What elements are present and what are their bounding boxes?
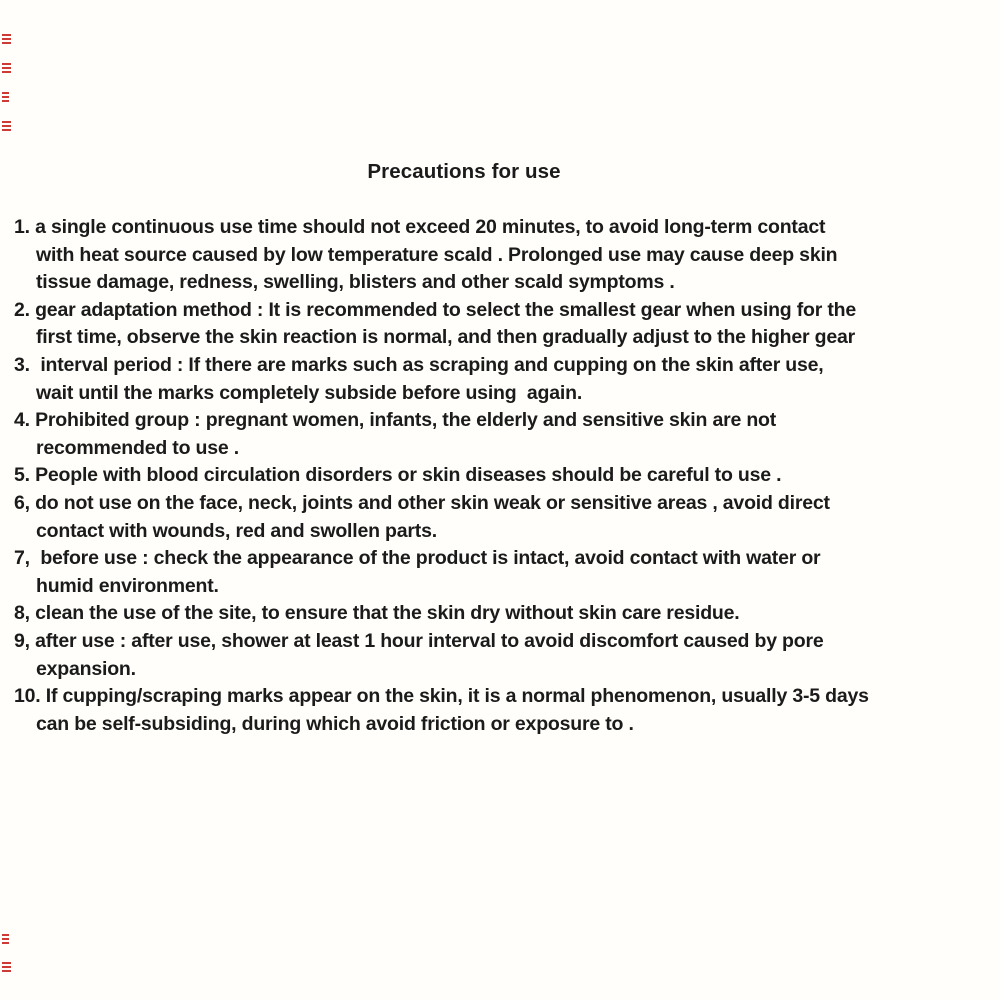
item-number: 6,: [14, 491, 36, 514]
precaution-item-5: [14, 462, 994, 490]
red-edge-mark: [2, 92, 9, 103]
item-line: [14, 352, 994, 380]
item-text: gear adaptation method : It is recommended to select the smallest gear when using for the: [35, 298, 856, 321]
item-text: Prohibited group : pregnant women, infants, the elderly and sensitive skin are not: [35, 409, 777, 432]
red-edge-mark: [2, 934, 9, 945]
item-line: expansion.: [36, 657, 136, 680]
item-text: do not use on the face, neck, joints and other skin weak or sensitive areas , avoid direct: [35, 491, 830, 514]
item-text: after use : after use, shower at least 1 hour interval to avoid discomfort caused by pore: [35, 629, 824, 652]
item-line: [14, 683, 994, 711]
page-title: Precautions for use: [367, 160, 561, 183]
precaution-item-7: [14, 545, 994, 600]
item-line: [14, 407, 994, 435]
item-line: [14, 600, 994, 628]
item-line: contact with wounds, red and swollen parts.: [36, 519, 437, 542]
precaution-item-9: [14, 628, 994, 683]
item-text: before use : check the appearance of the product is intact, avoid contact with water or: [40, 547, 821, 570]
item-line: with heat source caused by low temperature scald . Prolonged use may cause deep skin: [36, 243, 838, 266]
item-line: [14, 214, 994, 242]
precaution-item-10: [14, 683, 994, 738]
item-line: can be self-subsiding, during which avoid friction or exposure to .: [36, 712, 634, 735]
item-text: a single continuous use time should not exceed 20 minutes, to avoid long-term contact: [35, 216, 826, 238]
item-text: If cupping/scraping marks appear on the skin, it is a normal phenomenon, usually 3-5 days: [45, 685, 869, 708]
item-number: 7,: [14, 547, 41, 570]
item-number: 3.: [14, 353, 41, 376]
item-number: 2.: [14, 298, 36, 321]
item-line: [14, 490, 994, 518]
item-line: [14, 297, 994, 325]
item-text: interval period : If there are marks such as scraping and cupping on the skin after use,: [40, 353, 824, 376]
item-number: 9,: [14, 629, 36, 652]
item-line: [14, 545, 994, 573]
precaution-item-4: [14, 407, 994, 462]
red-edge-mark: [2, 121, 11, 132]
precaution-item-8: [14, 600, 994, 628]
item-number: 1.: [14, 216, 36, 238]
red-edge-mark: [2, 63, 11, 74]
precaution-item-1: [14, 214, 994, 297]
item-number: 4.: [14, 409, 36, 432]
item-number: 10.: [14, 685, 46, 708]
precaution-item-2: [14, 297, 994, 352]
item-number: 5.: [14, 464, 36, 487]
item-line: tissue damage, redness, swelling, blisters and other scald symptoms .: [36, 271, 675, 294]
item-text: clean the use of the site, to ensure that the skin dry without skin care residue.: [35, 602, 740, 625]
red-edge-mark: [2, 34, 11, 45]
item-line: recommended to use .: [36, 436, 239, 459]
precautions-list: [14, 214, 994, 738]
red-edge-mark: [2, 962, 11, 973]
precaution-item-3: [14, 352, 994, 407]
item-line: [14, 462, 994, 490]
item-line: humid environment.: [36, 574, 219, 597]
item-line: wait until the marks completely subside before using again.: [36, 381, 583, 404]
item-number: 8,: [14, 602, 36, 625]
item-text: People with blood circulation disorders or skin diseases should be careful to use .: [35, 464, 782, 487]
item-line: first time, observe the skin reaction is normal, and then gradually adjust to the higher gear: [36, 326, 856, 349]
precaution-item-6: [14, 490, 994, 545]
item-line: [14, 628, 994, 656]
